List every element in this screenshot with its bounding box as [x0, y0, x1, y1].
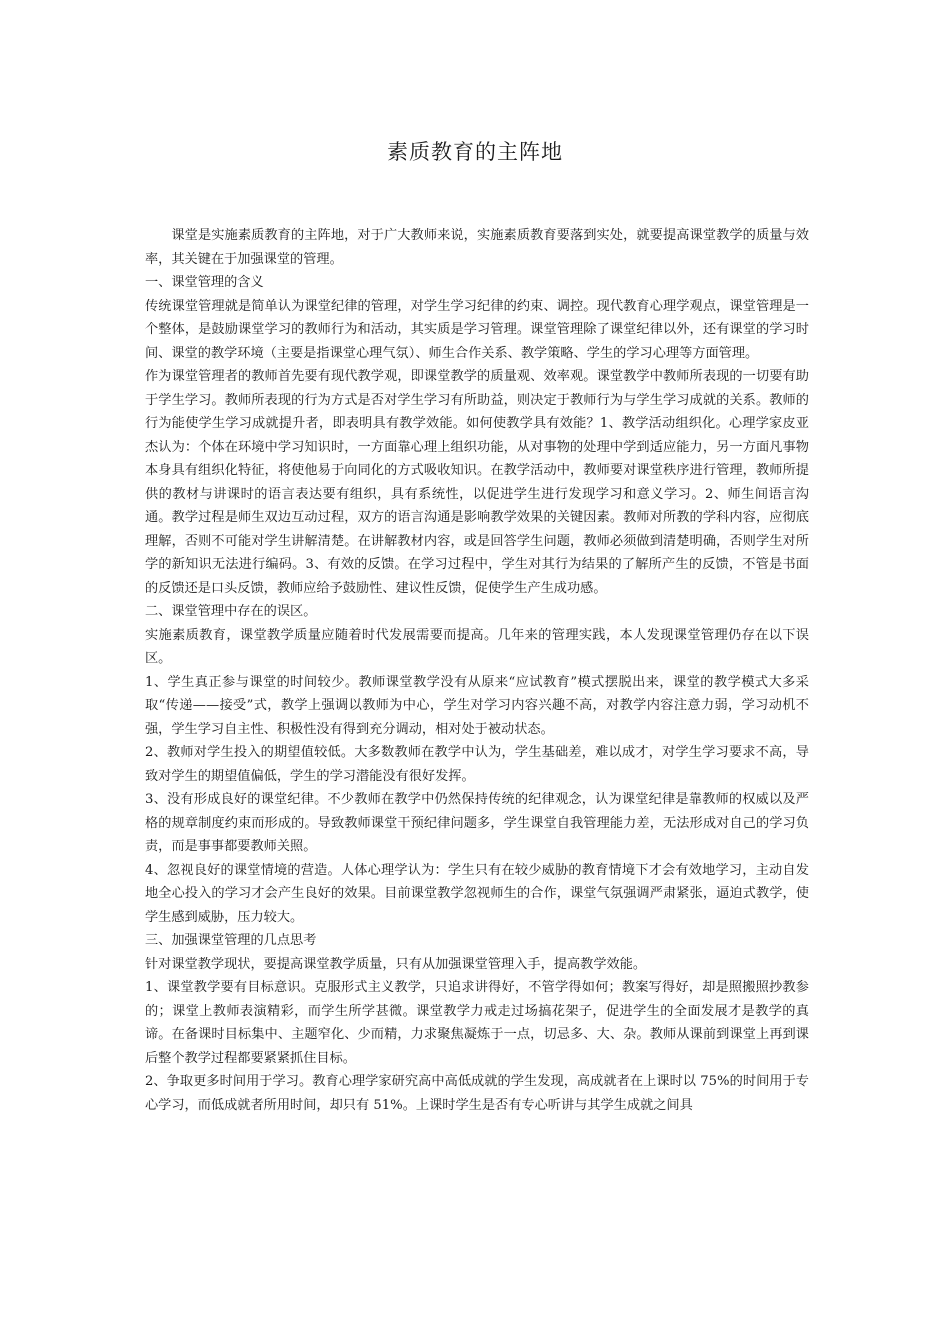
document-title: 素质教育的主阵地 [387, 140, 563, 164]
paragraph: 实施素质教育，课堂教学质量应随着时代发展需要而提高。几年来的管理实践，本人发现课堂管理仍存在以下误区。 [145, 627, 809, 666]
paragraph: 2、教师对学生投入的期望值较低。大多数教师在教学中认为，学生基础差，难以成才，对学生学习要求不高，导致对学生的期望值偏低，学生的学习潜能没有很好发挥。 [145, 745, 809, 784]
paragraph: 3、没有形成良好的课堂纪律。不少教师在教学中仍然保持传统的纪律观念，认为课堂纪律是靠教师的权威以及严格的规章制度约束而形成的。导致教师课堂干预纪律问题多，学生课堂自我管理能力差，无法形成对自己的学习负责，而是事事都要教师关照。 [145, 792, 809, 854]
paragraph: 课堂是实施素质教育的主阵地，对于广大教师来说，实施素质教育要落到实处，就要提高课堂教学的质量与效率，其关键在于加强课堂的管理。 [145, 228, 809, 267]
paragraph: 作为课堂管理者的教师首先要有现代教学观，即课堂教学的质量观、效率观。课堂教学中教师所表现的一切要有助于学生学习。教师所表现的行为方式是否对学生学习有所助益，则决定于教师行为与学生学习成就的关系。教师的行为能使学生学习成就提升者，即表明具有教学效能。如何使教学具有效能？1、教学活动组织化。心理学家皮亚杰认为：个体在环境中学习知识时，一方面靠心理上组织功能，从对事物的处理中学到适应能力，另一方面凡事物本身具有组织化特征，将使他易于向同化的方式吸收知识。在教学活动中，教师要对课堂秩序进行管理，教师所提供的教材与讲课时的语言表达要有组织，具有系统性，以促进学生进行发现学习和意义学习。2、师生间语言沟通。教学过程是师生双边互动过程，双方的语言沟通是影响教学效果的关键因素。教师对所教的学科内容，应彻底理解，否则不可能对学生讲解清楚。在讲解教材内容，或是回答学生问题，教师必须做到清楚明确，否则学生对所学的新知识无法进行编码。3、有效的反馈。在学习过程中，学生对其行为结果的了解所产生的反馈，不管是书面的反馈还是口头反馈，教师应给予鼓励性、建议性反馈，促使学生产生成功感。 [145, 369, 809, 596]
document-body [145, 224, 809, 1117]
paragraph: 一、课堂管理的含义 [145, 275, 264, 290]
paragraph: 1、学生真正参与课堂的时间较少。教师课堂教学没有从原来“应试教育”模式摆脱出来，课堂的教学模式大多采取“传递——接受”式，教学上强调以教师为中心，学生对学习内容兴趣不高，对教学内容注意力弱，学习动机不强，学生学习自主性、积极性没有得到充分调动，相对处于被动状态。 [145, 674, 809, 737]
paragraph: 4、忽视良好的课堂情境的营造。人体心理学认为：学生只有在较少威胁的教育情境下才会有效地学习，主动自发地全心投入的学习才会产生良好的效果。目前课堂教学忽视师生的合作，课堂气氛强调严肃紧张，逼迫式教学，使学生感到威胁，压力较大。 [145, 862, 809, 925]
paragraph: 1、课堂教学要有目标意识。克服形式主义教学，只追求讲得好，不管学得如何；教案写得好，却是照搬照抄教参的；课堂上教师表演精彩，而学生所学甚微。课堂教学力戒走过场搞花架子，促进学生的全面发展才是教学的真谛。在备课时目标集中、主题窄化、少而精，力求聚焦凝炼于一点，切忌多、大、杂。教师从课前到课堂上再到课后整个教学过程都要紧紧抓住目标。 [145, 980, 809, 1066]
paragraph: 2、争取更多时间用于学习。教育心理学家研究高中高低成就的学生发现，高成就者在上课时以 75%的时间用于专心学习，而低成就者所用时间，却只有 51%。上课时学生是否有专心听讲与其学生成就之间具 [145, 1074, 809, 1113]
paragraph: 传统课堂管理就是简单认为课堂纪律的管理，对学生学习纪律的约束、调控。现代教育心理学观点，课堂管理是一个整体，是鼓励课堂学习的教师行为和活动，其实质是学习管理。课堂管理除了课堂纪律以外，还有课堂的学习时间、课堂的教学环境（主要是指课堂心理气氛）、师生合作关系、教学策略、学生的学习心理等方面管理。 [145, 298, 809, 361]
paragraph: 针对课堂教学现状，要提高课堂教学质量，只有从加强课堂管理入手，提高教学效能。 [145, 956, 647, 972]
paragraph: 二、课堂管理中存在的误区。 [145, 604, 317, 619]
paragraph: 三、加强课堂管理的几点思考 [145, 933, 317, 948]
